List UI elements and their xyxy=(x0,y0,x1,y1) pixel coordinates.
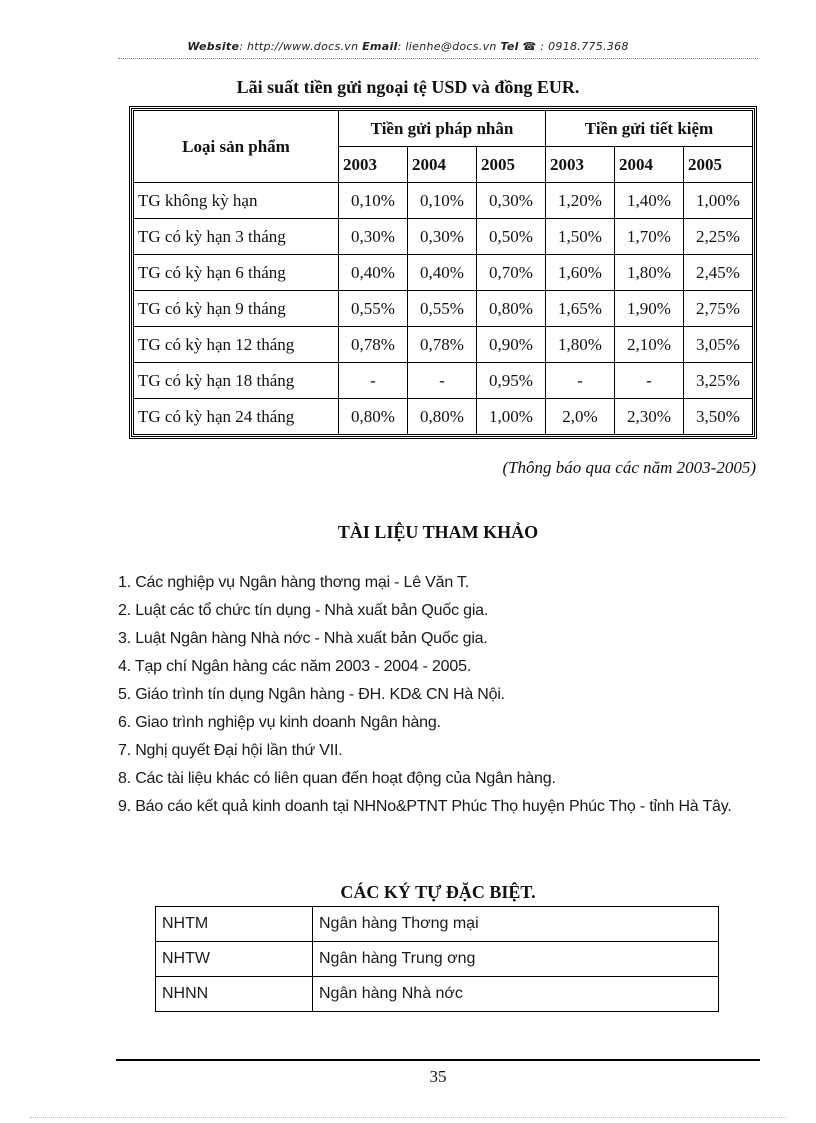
table-row xyxy=(134,219,753,255)
rate-cell: 2,25% xyxy=(684,219,753,255)
header-divider xyxy=(118,58,758,59)
rate-cell: 0,30% xyxy=(339,219,408,255)
abbreviations-title: CÁC KÝ TỰ ĐẶC BIỆT. xyxy=(340,882,536,902)
table-row xyxy=(134,363,753,399)
references-title: TÀI LIỆU THAM KHẢO xyxy=(337,522,539,542)
rate-cell: 0,10% xyxy=(408,183,477,219)
list-item: 8. Các tài liệu khác có liên quan đến hoạt động của Ngân hàng. xyxy=(118,770,556,787)
rate-cell: 0,40% xyxy=(339,255,408,291)
list-item: 9. Báo cáo kết quả kinh doanh tại NHNo&PTNT Phúc Thọ huyện Phúc Thọ - tỉnh Hà Tây. xyxy=(118,798,732,815)
page-header xyxy=(0,40,816,53)
product-label: TG có kỳ hạn 9 tháng xyxy=(134,291,339,327)
abbreviation-meaning: Ngân hàng Nhà nớc xyxy=(313,977,719,1012)
table-row xyxy=(134,327,753,363)
product-label: TG có kỳ hạn 24 tháng xyxy=(134,399,339,435)
rate-cell: 1,50% xyxy=(546,219,615,255)
tel-label: Tel xyxy=(500,40,519,53)
abbreviation-code: NHNN xyxy=(156,977,313,1012)
rate-cell: 0,55% xyxy=(408,291,477,327)
rate-cell: 0,80% xyxy=(477,291,546,327)
table-row xyxy=(134,183,753,219)
rate-cell: 0,30% xyxy=(408,219,477,255)
abbreviation-code: NHTW xyxy=(156,942,313,977)
rate-cell: - xyxy=(408,363,477,399)
abbreviation-meaning: Ngân hàng Thơng mại xyxy=(313,907,719,942)
rate-cell: 0,70% xyxy=(477,255,546,291)
table-row xyxy=(156,942,719,977)
rate-cell: 1,60% xyxy=(546,255,615,291)
year-header: 2004 xyxy=(615,147,684,183)
tel-value: ☎ : 0918.775.368 xyxy=(522,40,629,53)
rate-cell: 0,78% xyxy=(408,327,477,363)
rate-cell: 1,00% xyxy=(477,399,546,435)
email-label: Email xyxy=(362,40,398,53)
year-header: 2004 xyxy=(408,147,477,183)
rate-cell: 3,50% xyxy=(684,399,753,435)
abbreviations-table xyxy=(155,906,719,1012)
product-label: TG có kỳ hạn 3 tháng xyxy=(134,219,339,255)
rate-cell: 3,05% xyxy=(684,327,753,363)
rates-table-frame xyxy=(129,106,757,439)
footer-divider xyxy=(116,1059,760,1061)
product-label: TG có kỳ hạn 6 tháng xyxy=(134,255,339,291)
rate-cell: 1,40% xyxy=(615,183,684,219)
rate-cell: 2,30% xyxy=(615,399,684,435)
list-item: 4. Tạp chí Ngân hàng các năm 2003 - 2004 - 2005. xyxy=(118,658,472,675)
rates-table-title: Lãi suất tiền gửi ngoại tệ USD và đồng EUR. xyxy=(236,77,580,97)
rate-cell: 1,90% xyxy=(615,291,684,327)
product-label: TG có kỳ hạn 12 tháng xyxy=(134,327,339,363)
list-item: 6. Giao trình nghiệp vụ kinh doanh Ngân hàng. xyxy=(118,714,441,731)
references-list xyxy=(118,573,748,817)
rate-cell: 3,25% xyxy=(684,363,753,399)
rates-table xyxy=(133,110,753,435)
page-number: 35 xyxy=(429,1067,447,1086)
rate-cell: 2,45% xyxy=(684,255,753,291)
corporate-deposit-header: Tiền gửi pháp nhân xyxy=(339,111,546,147)
product-label: TG có kỳ hạn 18 tháng xyxy=(134,363,339,399)
list-item: 5. Giáo trình tín dụng Ngân hàng - ĐH. KD& CN Hà Nội. xyxy=(118,686,505,703)
table-row xyxy=(134,291,753,327)
table-row xyxy=(134,255,753,291)
rate-cell: 0,90% xyxy=(477,327,546,363)
website-value: : http://www.docs.vn xyxy=(239,40,359,53)
rate-cell: 2,10% xyxy=(615,327,684,363)
rate-cell: 2,75% xyxy=(684,291,753,327)
year-header: 2005 xyxy=(684,147,753,183)
email-value: : lienhe@docs.vn xyxy=(397,40,497,53)
product-column-header: Loại sản phẩm xyxy=(134,111,339,183)
year-header: 2003 xyxy=(339,147,408,183)
rate-cell: 0,78% xyxy=(339,327,408,363)
abbreviation-meaning: Ngân hàng Trung ơng xyxy=(313,942,719,977)
rate-cell: 1,80% xyxy=(546,327,615,363)
rate-cell: 0,55% xyxy=(339,291,408,327)
list-item: 7. Nghị quyết Đại hội lần thứ VII. xyxy=(118,742,343,759)
rate-cell: 1,70% xyxy=(615,219,684,255)
rate-cell: 0,80% xyxy=(408,399,477,435)
savings-deposit-header: Tiền gửi tiết kiệm xyxy=(546,111,753,147)
year-header: 2003 xyxy=(546,147,615,183)
rate-cell: 0,40% xyxy=(408,255,477,291)
rate-cell: 2,0% xyxy=(546,399,615,435)
rate-cell: 0,80% xyxy=(339,399,408,435)
rates-header-row xyxy=(134,111,753,147)
rate-cell: 0,95% xyxy=(477,363,546,399)
table-source-note: (Thông báo qua các năm 2003-2005) xyxy=(502,458,756,477)
rate-cell: 0,50% xyxy=(477,219,546,255)
rate-cell: - xyxy=(615,363,684,399)
rate-cell: 1,80% xyxy=(615,255,684,291)
website-label: Website xyxy=(187,40,240,53)
rate-cell: - xyxy=(546,363,615,399)
rate-cell: - xyxy=(339,363,408,399)
list-item: 1. Các nghiệp vụ Ngân hàng thơng mại - Lê Văn T. xyxy=(118,574,470,591)
rate-cell: 0,10% xyxy=(339,183,408,219)
table-row xyxy=(156,977,719,1012)
rate-cell: 1,00% xyxy=(684,183,753,219)
rate-cell: 0,30% xyxy=(477,183,546,219)
abbreviation-code: NHTM xyxy=(156,907,313,942)
page-bottom-divider xyxy=(30,1117,786,1118)
table-row xyxy=(156,907,719,942)
year-header: 2005 xyxy=(477,147,546,183)
table-row xyxy=(134,399,753,435)
rate-cell: 1,20% xyxy=(546,183,615,219)
product-label: TG không kỳ hạn xyxy=(134,183,339,219)
list-item: 2. Luật các tổ chức tín dụng - Nhà xuất bản Quốc gia. xyxy=(118,602,489,619)
rate-cell: 1,65% xyxy=(546,291,615,327)
list-item: 3. Luật Ngân hàng Nhà nớc - Nhà xuất bản Quốc gia. xyxy=(118,630,488,647)
